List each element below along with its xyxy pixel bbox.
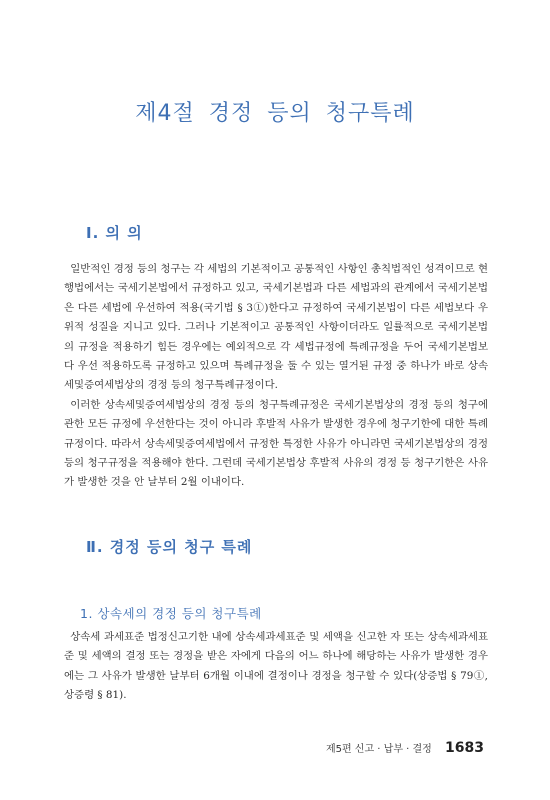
- paragraph: 상속세 과세표준 법정신고기한 내에 상속세과세표준 및 세액을 신고한 자 또는 상속세과세표준 및 세액의 결정 또는 경정을 받은 자에게 다음의 어느 하나에 해당하는 사유가 발생한 경우에는 그 사유가 발생한 날부터 6개월 이내에 결정이나 경정을 청구할 수 있다(상증법 § 79①, 상증령 § 81).: [64, 631, 488, 702]
- page-number: 1683: [445, 740, 484, 756]
- paragraph: 이러한 상속세및증여세법상의 경정 등의 청구특례규정은 국세기본법상의 경정 등의 청구에 관한 모든 규정에 우선한다는 것이 아니라 후발적 사유가 발생한 경우에 청구기한에 대한 특례규정이다. 따라서 상속세및증여세법에서 규정한 특정한 사유가 아니라면 국세기본법상의 경정 등의 청구규정을 적용해야 한다. 그런데 국세기본법상 후발적 사유의 경정 등 청구기한은 사유가 발생한 것을 안 날부터 2월 이내이다.: [64, 398, 488, 489]
- section-heading-correction-special: Ⅱ. 경정 등의 청구 특례: [86, 538, 253, 556]
- paragraph: 일반적인 경정 등의 청구는 각 세법의 기본적이고 공통적인 사항인 총칙법적인 성격이므로 현행법에서는 국세기본법에서 규정하고 있고, 국세기본법과 다른 세법과의 관계에서 국세기본법은 다른 세법에 우선하여 적용(국기법 § 3①)한다고 규정하여 국세기본법이 다른 세법보다 우위적 성질을 지니고 있다. 그러나 기본적이고 공통적인 사항이더라도 일률적으로 국세기본법의 규정을 적용하기 힘든 경우에는 예외적으로 각 세법규정에 특례규정을 두어 국세기본법보다 우선 적용하도록 규정하고 있으며 특례규정을 둘 수 있는 열거된 규정 중 하나가 바로 상속세및증여세법상의 경정 등의 청구특례규정이다.: [64, 263, 488, 392]
- chapter-title: 제4절 경정 등의 청구특례: [135, 101, 415, 126]
- subsection-inheritance-body: [64, 628, 488, 706]
- footer-section-label: 제5편 신고 · 납부 · 결정: [325, 744, 432, 755]
- subsection-heading-inheritance-tax: 1. 상속세의 경정 등의 청구특례: [80, 606, 262, 621]
- section-heading-purpose: Ⅰ. 의 의: [86, 224, 143, 242]
- page-footer: [326, 740, 484, 756]
- section-purpose-body: [64, 260, 488, 493]
